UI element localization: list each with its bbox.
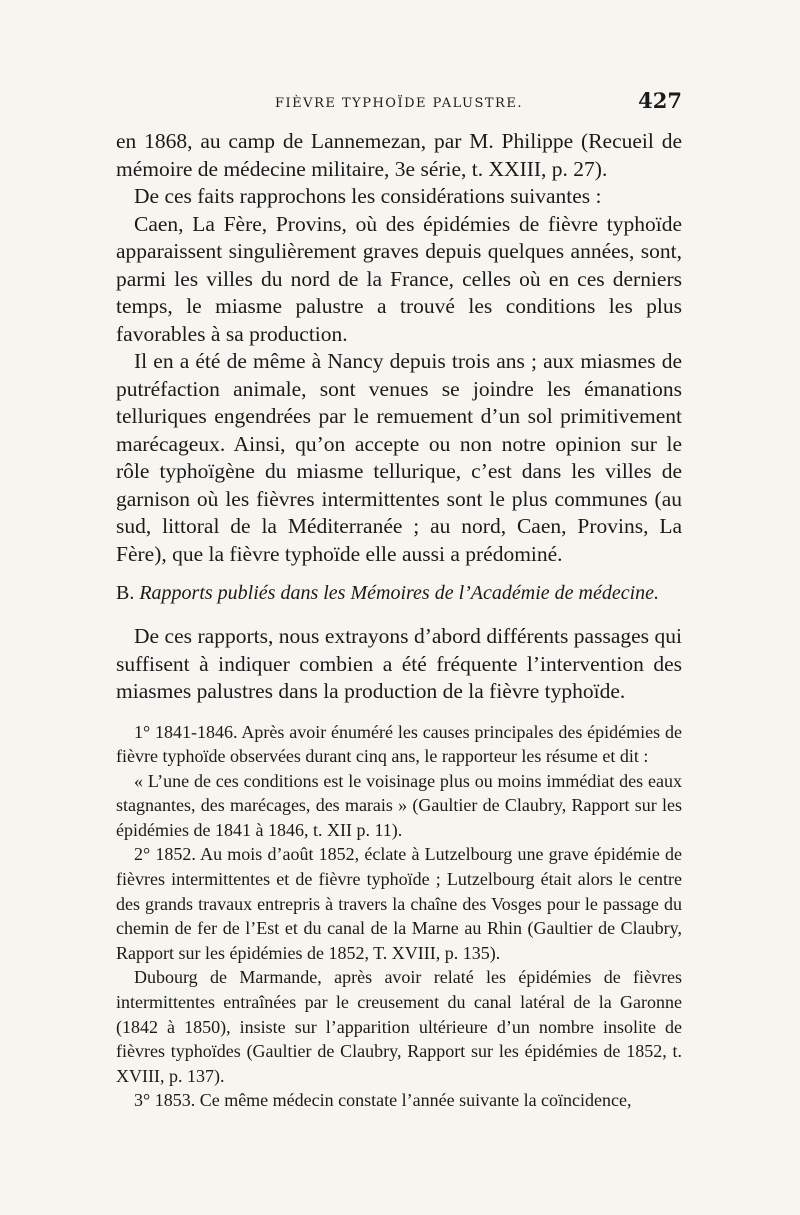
paragraph-caen: Caen, La Fère, Provins, où des épidémies de fièvre typhoïde apparaissent singulièrement graves depuis quelques années, sont, parmi les villes du nord de la France, celles où en ces derniers temps, le miasme palustre a trouvé les conditions les plus favorables à sa production. <box>116 211 682 346</box>
note-dubourg: Dubourg de Marmande, après avoir relaté les épidémies de fièvres intermittentes entraînées par le creusement du canal latéral de la Garonne (1842 à 1850), insiste sur l’apparition ultérieure d’un nombre insolite de fièvres typhoïdes (Gaultier de Claubry, Rapport sur les épidémies de 1852, t. XVIII, p. 137). <box>116 967 682 1086</box>
note-1841: 1° 1841-1846. Après avoir énuméré les causes principales des épidémies de fièvre typhoïde observées durant cinq ans, le rapporteur les résume et dit : <box>116 721 682 767</box>
section-title: Rapports publiés dans les Mémoires de l’Académie de médecine. <box>139 582 660 604</box>
note-1853: 3° 1853. Ce même médecin constate l’année suivante la coïncidence, <box>134 1090 632 1111</box>
section-letter: B. <box>116 582 135 604</box>
page-number: 427 <box>638 88 682 113</box>
running-title: FIÈVRE TYPHOÏDE PALUSTRE. <box>275 96 523 111</box>
paragraph-nancy: Il en a été de même à Nancy depuis trois ans ; aux miasmes de putréfaction animale, sont venues se joindre les émanations telluriques engendrées par le remuement d’un sol primitivement marécageux. Ainsi, qu’on accepte ou non notre opinion sur le rôle typhoïgène du miasme tellurique, c’est dans les villes de garnison où les fièvres intermittentes sont le plus communes (au sud, littoral de la Méditerranée ; au nord, Caen, Provins, La Fère), que la fièvre typhoïde elle aussi a prédominé. <box>116 349 682 566</box>
section-heading <box>116 580 682 607</box>
paragraph-rapports: De ces rapports, nous extrayons d’abord différents passages qui suffisent à indiquer combien a été fréquente l’intervention des miasmes palustres dans la production de la fièvre typhoïde. <box>116 624 682 703</box>
running-head <box>116 88 682 124</box>
small-print-notes <box>116 720 682 1114</box>
note-quote: « L’une de ces conditions est le voisinage plus ou moins immédiat des eaux stagnantes, des marécages, des marais » (Gaultier de Claubry, Rapport sur les épidémies de 1841 à 1846, t. XII p. 11). <box>116 770 682 840</box>
paragraph-continuation: en 1868, au camp de Lannemezan, par M. Philippe (Recueil de mémoire de médecine militaire, 3e série, t. XXIII, p. 27). <box>116 129 682 181</box>
paragraph-intro: De ces faits rapprochons les considérations suivantes : <box>134 184 602 208</box>
note-1852: 2° 1852. Au mois d’août 1852, éclate à Lutzelbourg une grave épidémie de fièvres intermittentes et de fièvre typhoïde ; Lutzelbourg était alors le centre des grands travaux entrepris à travers la chaîne des Vosges pour le passage du chemin de fer de l’Est et du canal de la Marne au Rhin (Gaultier de Claubry, Rapport sur les épidémies de 1852, T. XVIII, p. 135). <box>116 844 682 963</box>
main-text <box>116 128 682 706</box>
